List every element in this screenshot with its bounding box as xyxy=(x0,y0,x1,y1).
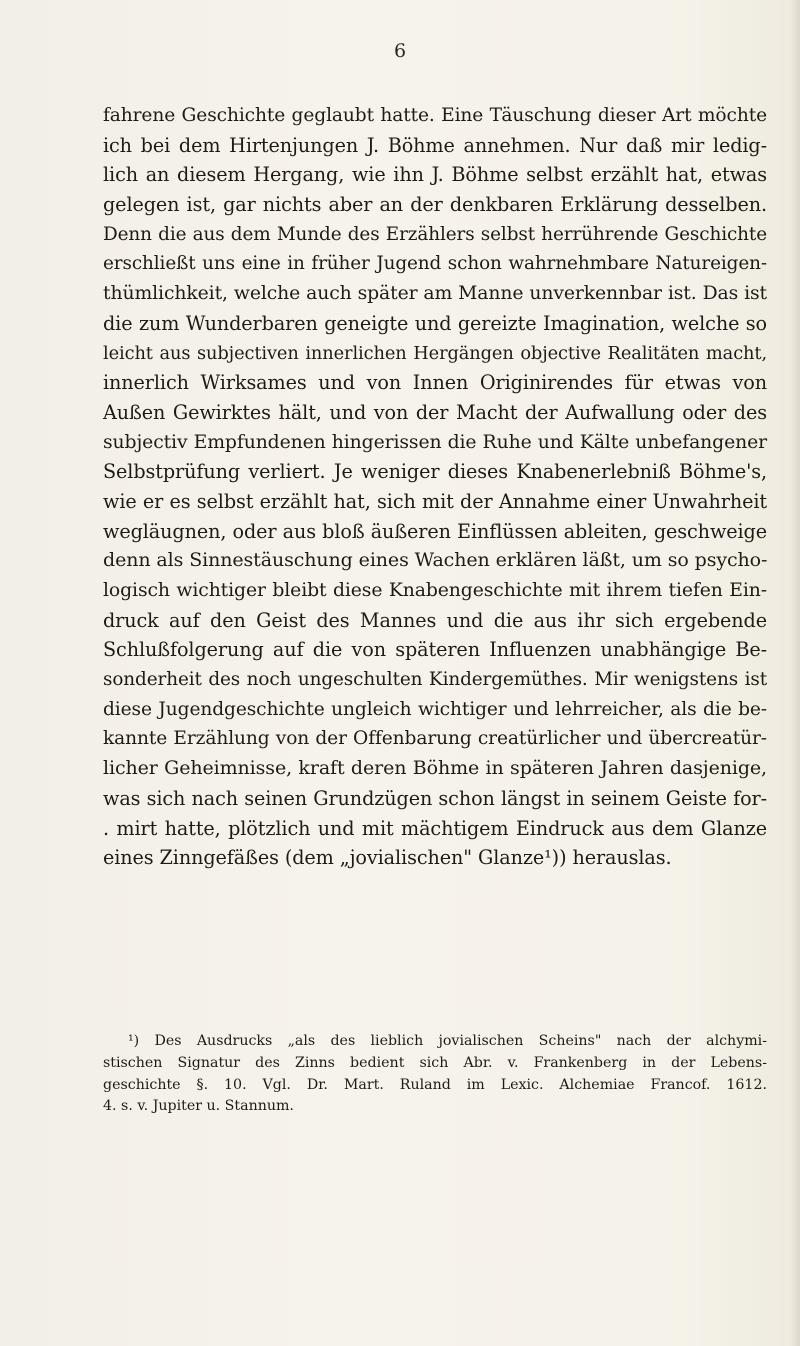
text-line: licher Geheimnisse, kraft deren Böhme in späteren Jahren dasjenige, xyxy=(103,757,767,780)
text-line: innerlich Wirksames und von Innen Originirendes für etwas von xyxy=(103,371,767,395)
text-line: erschließt uns eine in früher Jugend schon wahrnehmbare Natureigen- xyxy=(103,253,767,275)
text-line: wegläugnen, oder aus bloß äußeren Einflüssen ableiten, geschweige xyxy=(103,519,767,543)
text-line: gelegen ist, gar nichts aber an der denkbaren Erklärung desselben. xyxy=(103,193,767,217)
body-text xyxy=(103,101,767,873)
text-line: ich bei dem Hirtenjungen J. Böhme annehmen. Nur daß mir ledig- xyxy=(103,133,767,157)
page-edge-shadow xyxy=(790,0,800,1346)
footnote-line-last: 4. s. v. Jupiter u. Stannum. xyxy=(103,1098,294,1115)
text-line-last: eines Zinngefäßes (dem „jovialischen" Glanze¹)) herauslas. xyxy=(103,846,672,870)
text-line: Außen Gewirktes hält, und von der Macht der Aufwallung oder des xyxy=(103,400,767,424)
text-line: logisch wichtiger bleibt diese Knabengeschichte mit ihrem tiefen Ein- xyxy=(103,580,767,601)
text-line: kannte Erzählung von der Offenbarung creatürlicher und übercreatür- xyxy=(103,728,767,750)
text-line: thümlichkeit, welche auch später am Manne unverkennbar ist. Das ist xyxy=(103,283,767,305)
page-number: 6 xyxy=(393,40,407,62)
text-line: diese Jugendgeschichte ungleich wichtiger und lehrreicher, als die be- xyxy=(103,698,767,720)
footnote-line: ¹) Des Ausdrucks „als des lieblich jovialischen Scheins" nach der alchymi- xyxy=(128,1033,767,1049)
text-line: druck auf den Geist des Mannes und die aus ihr sich ergebende xyxy=(103,608,767,632)
text-line: Denn die aus dem Munde des Erzählers selbst herrührende Geschichte xyxy=(103,223,767,245)
footnote-line: stischen Signatur des Zinns bedient sich Abr. v. Frankenberg in der Lebens- xyxy=(103,1054,767,1071)
text-line: fahrene Geschichte geglaubt hatte. Eine Täuschung dieser Art möchte xyxy=(103,105,767,126)
text-line: sonderheit des noch ungeschulten Kindergemüthes. Mir wenigstens ist xyxy=(103,669,767,691)
text-line: leicht aus subjectiven innerlichen Hergängen objective Realitäten macht, xyxy=(103,342,767,364)
footnote-line: geschichte §. 10. Vgl. Dr. Mart. Ruland im Lexic. Alchemiae Francof. 1612. xyxy=(103,1076,767,1093)
text-line: denn als Sinnestäuschung eines Wachen erklären läßt, um so psycho- xyxy=(103,549,768,572)
footnotes xyxy=(103,1031,767,1118)
text-line: wie er es selbst erzählt hat, sich mit der Annahme einer Unwahrheit xyxy=(103,489,767,513)
text-line: die zum Wunderbaren geneigte und gereizte Imagination, welche so xyxy=(103,311,767,335)
text-line: Schlußfolgerung auf die von späteren Influenzen unabhängige Be- xyxy=(103,638,767,662)
text-line: . mirt hatte, plötzlich und mit mächtigem Eindruck aus dem Glanze xyxy=(103,816,767,840)
text-line: was sich nach seinen Grundzügen schon längst in seinem Geiste for- xyxy=(103,786,767,810)
text-line: lich an diesem Hergang, wie ihn J. Böhme selbst erzählt hat, etwas xyxy=(103,163,767,187)
text-line: subjectiv Empfundenen hingerissen die Ruhe und Kälte unbefangener xyxy=(103,431,767,453)
text-line: Selbstprüfung verliert. Je weniger dieses Knabenerlebniß Böhme's, xyxy=(103,460,767,484)
